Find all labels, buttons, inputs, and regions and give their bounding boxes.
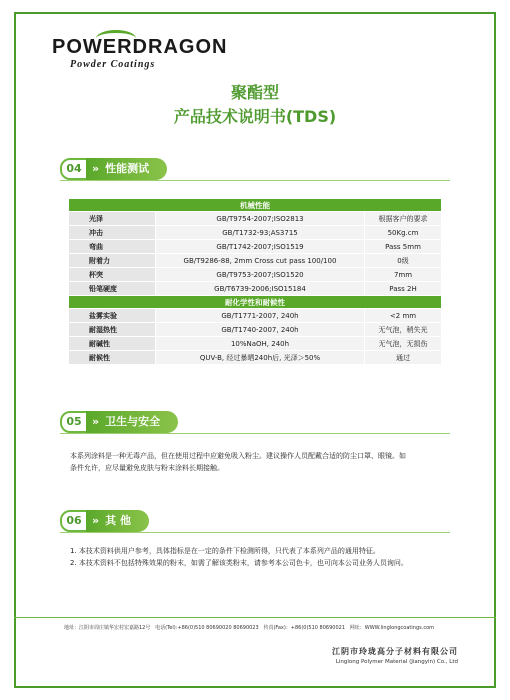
row-method: 10%NaOH, 240h [156,337,365,351]
performance-table [68,198,442,365]
row-value: 无气泡，稍失光 [365,323,442,337]
section-number: 04 [60,158,88,180]
section-label: 性能测试 [105,162,150,175]
section-number: 06 [60,510,88,532]
section-header-other [60,510,180,532]
table-header-row [69,296,442,309]
company-name-cn: 江阴市玲珑高分子材料有限公司 [332,647,458,656]
table-row [69,323,442,337]
table-row [69,282,442,296]
table-header-row [69,199,442,212]
section-label: 其 他 [105,514,131,527]
doc-title-main: 产品技术说明书(TDS) [173,107,337,126]
row-method: QUV-B, 经过暴晒240h后, 光泽＞50% [156,351,365,365]
row-value: 根据客户的要求 [365,212,442,226]
table-row [69,254,442,268]
note-line: 2. 本技术资料不包括特殊效果的粉末，如需了解该类粉末，请参考本公司色卡，也可向本公司业务人员询问。 [70,559,408,567]
double-chevron-icon: » [92,162,100,175]
row-method: GB/T9753-2007;ISO1520 [156,268,365,282]
row-item: 铅笔硬度 [69,282,156,296]
section-divider [60,532,450,533]
row-method: GB/T1771-2007, 240h [156,309,365,323]
mech-header: 机械性能 [69,199,442,212]
doc-title-type: 聚酯型 [230,83,279,102]
safety-line: 条件允许，应尽量避免皮肤与粉末涂料长期接触。 [70,464,224,472]
row-method: GB/T1742-2007;ISO1519 [156,240,365,254]
row-method: GB/T1732-93;AS3715 [156,226,365,240]
row-item: 弯曲 [69,240,156,254]
row-value: Pass 2H [365,282,442,296]
logo-wordmark: POWERDRAGON [52,36,228,58]
row-item: 盐雾实验 [69,309,156,323]
row-value: 无气泡，无损伤 [365,337,442,351]
section-header-performance [60,158,180,180]
section-tab [86,158,167,180]
row-value: 7mm [365,268,442,282]
section-tab [86,411,178,433]
footer-contacts [64,624,454,631]
row-method: GB/T1740-2007, 240h [156,323,365,337]
row-value: Pass 5mm [365,240,442,254]
row-value: 0级 [365,254,442,268]
footer-website: 网址：WWW.linglongcoatings.com [349,625,434,631]
chem-header: 耐化学性和耐候性 [69,296,442,309]
row-value: <2 mm [365,309,442,323]
safety-line: 本系列涂料是一种无毒产品，但在使用过程中应避免吸入粉尘。建议操作人员配戴合适的防尘口罩、眼镜。如 [70,452,406,460]
company-logo [52,36,227,70]
row-item: 耐候性 [69,351,156,365]
row-method: GB/T9286-88, 2mm Cross cut pass 100/100 [156,254,365,268]
table-row [69,309,442,323]
table-row [69,240,442,254]
other-notes [70,545,442,569]
double-chevron-icon: » [92,415,100,428]
double-chevron-icon: » [92,514,100,527]
section-divider [60,180,450,181]
company-name-block [332,646,458,665]
table-row [69,337,442,351]
note-line: 1. 本技术资料供用户参考，具体指标是在一定的条件下检测所得，只代表了本系列产品的通用特征。 [70,547,380,555]
row-item: 耐湿热性 [69,323,156,337]
section-tab [86,510,149,532]
footer-fax: 传真(Fax)：+86(0)510 80690021 [263,625,346,631]
row-item: 光泽 [69,212,156,226]
table-row [69,226,442,240]
safety-paragraph [70,450,442,474]
footer-divider [14,617,496,618]
table-row [69,351,442,365]
footer-address: 地址：江阴市周庄镇华宏村宏嘉路12号 [64,625,151,631]
section-divider [60,433,450,434]
row-value: 50Kg.cm [365,226,442,240]
row-item: 附着力 [69,254,156,268]
row-value: 通过 [365,351,442,365]
section-header-safety [60,411,180,433]
section-number: 05 [60,411,88,433]
row-item: 杯突 [69,268,156,282]
logo-swoosh-icon [96,30,136,47]
footer-phone: 电话(Tel):+86(0)510 80690020 80690023 [155,625,259,631]
row-method: GB/T6739-2006;ISO15184 [156,282,365,296]
row-method: GB/T9754-2007;ISO2813 [156,212,365,226]
table-row [69,212,442,226]
row-item: 耐碱性 [69,337,156,351]
table-row [69,268,442,282]
logo-tagline: Powder Coatings [70,59,156,70]
company-name-en: Linglong Polymer Material (Jiangyin) Co., Ltd [335,659,458,665]
section-label: 卫生与安全 [105,415,161,428]
row-item: 冲击 [69,226,156,240]
